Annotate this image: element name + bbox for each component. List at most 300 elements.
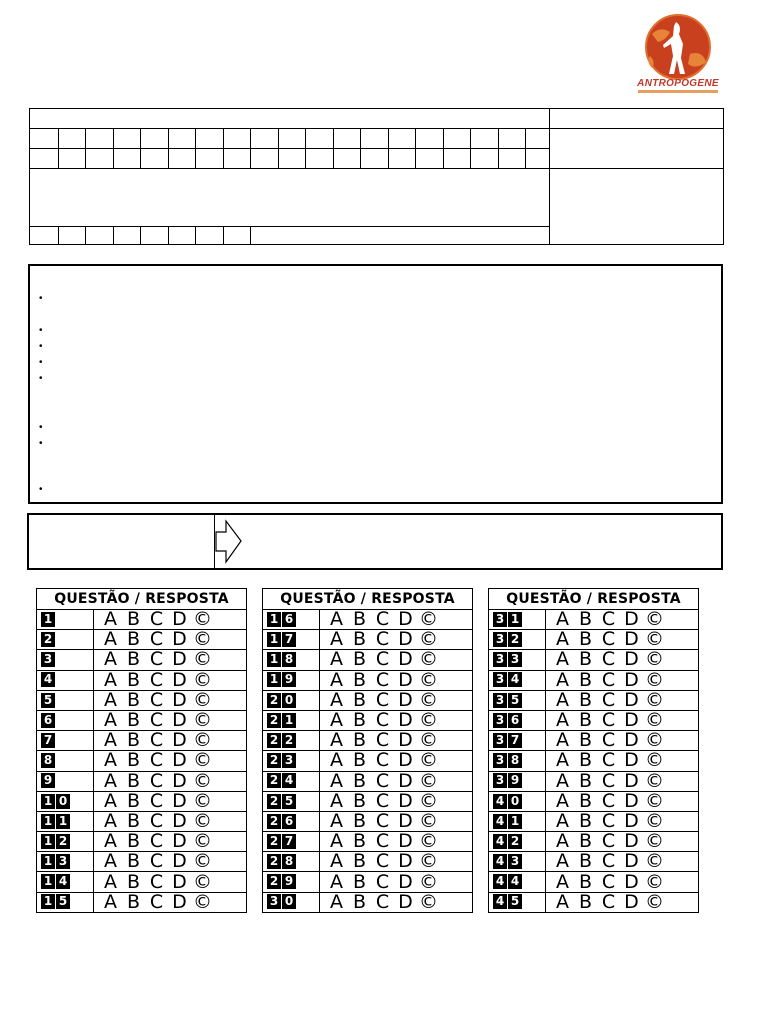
question-number xyxy=(37,832,94,852)
option-a-bubble[interactable]: A xyxy=(104,789,117,812)
option-c-bubble[interactable]: C xyxy=(601,789,616,812)
option-d-bubble[interactable]: D xyxy=(624,830,639,853)
answer-options xyxy=(546,731,699,751)
option-a-bubble[interactable]: A xyxy=(104,628,117,651)
option-c-bubble[interactable]: C xyxy=(375,749,390,772)
option-b-bubble[interactable]: B xyxy=(352,668,367,691)
option-c-bubble[interactable]: C xyxy=(601,628,616,651)
option-c-bubble[interactable]: C xyxy=(601,870,616,893)
option-a-bubble[interactable]: A xyxy=(556,870,569,893)
grid-cell-divider xyxy=(278,128,279,168)
option-c-bubble[interactable]: C xyxy=(375,628,390,651)
option-c-bubble[interactable]: C xyxy=(601,648,616,671)
option-a-bubble[interactable]: A xyxy=(556,890,569,913)
option-b-bubble[interactable]: B xyxy=(352,769,367,792)
option-b-bubble[interactable]: B xyxy=(578,608,593,631)
option-b-bubble[interactable]: B xyxy=(352,648,367,671)
option-d-bubble[interactable]: D xyxy=(398,628,413,651)
option-c-bubble[interactable]: C xyxy=(601,769,616,792)
option-e-bubble[interactable]: © xyxy=(645,830,664,853)
option-c-bubble[interactable]: C xyxy=(375,830,390,853)
option-b-bubble[interactable]: B xyxy=(126,809,141,832)
question-digit: 2 xyxy=(267,693,281,708)
answer-table xyxy=(36,588,247,913)
option-a-bubble[interactable]: A xyxy=(556,749,569,772)
option-a-bubble[interactable]: A xyxy=(104,870,117,893)
option-c-bubble[interactable]: C xyxy=(149,830,164,853)
option-c-bubble[interactable]: C xyxy=(601,850,616,873)
option-d-bubble[interactable]: D xyxy=(398,890,413,913)
option-e-bubble[interactable]: © xyxy=(193,850,212,873)
option-a-bubble[interactable]: A xyxy=(556,809,569,832)
option-e-bubble[interactable]: © xyxy=(419,830,438,853)
option-c-bubble[interactable]: C xyxy=(601,830,616,853)
option-b-bubble[interactable]: B xyxy=(578,809,593,832)
option-b-bubble[interactable]: B xyxy=(352,688,367,711)
option-c-bubble[interactable]: C xyxy=(375,850,390,873)
option-a-bubble[interactable]: A xyxy=(330,850,343,873)
option-a-bubble[interactable]: A xyxy=(330,789,343,812)
answer-row xyxy=(489,630,699,650)
option-c-bubble[interactable]: C xyxy=(375,688,390,711)
option-d-bubble[interactable]: D xyxy=(398,749,413,772)
answer-row xyxy=(489,791,699,811)
option-c-bubble[interactable]: C xyxy=(149,668,164,691)
option-b-bubble[interactable]: B xyxy=(578,729,593,752)
option-a-bubble[interactable]: A xyxy=(104,729,117,752)
option-b-bubble[interactable]: B xyxy=(352,809,367,832)
option-b-bubble[interactable]: B xyxy=(578,648,593,671)
option-e-bubble[interactable]: © xyxy=(645,850,664,873)
option-e-bubble[interactable]: © xyxy=(419,709,438,732)
option-d-bubble[interactable]: D xyxy=(624,749,639,772)
option-d-bubble[interactable]: D xyxy=(624,809,639,832)
option-c-bubble[interactable]: C xyxy=(601,709,616,732)
option-e-bubble[interactable]: © xyxy=(645,789,664,812)
option-c-bubble[interactable]: C xyxy=(601,890,616,913)
option-a-bubble[interactable]: A xyxy=(104,809,117,832)
student-info-grid xyxy=(29,108,724,245)
question-digit: 1 xyxy=(41,814,55,829)
option-e-bubble[interactable]: © xyxy=(645,608,664,631)
option-c-bubble[interactable]: C xyxy=(149,709,164,732)
option-b-bubble[interactable]: B xyxy=(578,628,593,651)
question-digit: 4 xyxy=(282,773,296,788)
answer-options xyxy=(94,710,247,730)
option-b-bubble[interactable]: B xyxy=(578,890,593,913)
option-a-bubble[interactable]: A xyxy=(330,608,343,631)
option-a-bubble[interactable]: A xyxy=(556,628,569,651)
option-b-bubble[interactable]: B xyxy=(126,749,141,772)
option-e-bubble[interactable]: © xyxy=(193,789,212,812)
option-d-bubble[interactable]: D xyxy=(398,608,413,631)
option-c-bubble[interactable]: C xyxy=(601,668,616,691)
option-e-bubble[interactable]: © xyxy=(645,870,664,893)
option-d-bubble[interactable]: D xyxy=(624,668,639,691)
option-c-bubble[interactable]: C xyxy=(149,688,164,711)
option-e-bubble[interactable]: © xyxy=(419,729,438,752)
answer-table-header: QUESTÃO / RESPOSTA xyxy=(37,589,247,610)
option-a-bubble[interactable]: A xyxy=(104,830,117,853)
option-e-bubble[interactable]: © xyxy=(419,749,438,772)
option-b-bubble[interactable]: B xyxy=(578,830,593,853)
answer-row xyxy=(263,771,473,791)
option-b-bubble[interactable]: B xyxy=(126,789,141,812)
option-e-bubble[interactable]: © xyxy=(193,709,212,732)
option-b-bubble[interactable]: B xyxy=(126,648,141,671)
option-b-bubble[interactable]: B xyxy=(352,850,367,873)
option-e-bubble[interactable]: © xyxy=(645,769,664,792)
question-digit: 1 xyxy=(508,814,522,829)
answer-row xyxy=(263,610,473,630)
option-a-bubble[interactable]: A xyxy=(556,668,569,691)
option-e-bubble[interactable]: © xyxy=(645,648,664,671)
option-c-bubble[interactable]: C xyxy=(149,608,164,631)
option-d-bubble[interactable]: D xyxy=(172,628,187,651)
option-b-bubble[interactable]: B xyxy=(352,890,367,913)
grid-cell-divider xyxy=(250,226,251,244)
option-c-bubble[interactable]: C xyxy=(149,749,164,772)
option-b-bubble[interactable]: B xyxy=(578,709,593,732)
grid-cell-divider xyxy=(113,128,114,168)
option-e-bubble[interactable]: © xyxy=(419,809,438,832)
question-number xyxy=(37,771,94,791)
option-e-bubble[interactable]: © xyxy=(419,890,438,913)
option-b-bubble[interactable]: B xyxy=(352,729,367,752)
question-number xyxy=(263,872,320,892)
option-e-bubble[interactable]: © xyxy=(193,628,212,651)
answer-options xyxy=(546,710,699,730)
option-b-bubble[interactable]: B xyxy=(126,628,141,651)
grid-cell-divider xyxy=(415,128,416,168)
option-a-bubble[interactable]: A xyxy=(330,668,343,691)
option-a-bubble[interactable]: A xyxy=(104,709,117,732)
option-b-bubble[interactable]: B xyxy=(352,628,367,651)
answer-row xyxy=(489,731,699,751)
option-e-bubble[interactable]: © xyxy=(193,668,212,691)
option-d-bubble[interactable]: D xyxy=(398,850,413,873)
option-a-bubble[interactable]: A xyxy=(104,890,117,913)
question-digit: 2 xyxy=(267,753,281,768)
option-c-bubble[interactable]: C xyxy=(375,789,390,812)
option-a-bubble[interactable]: A xyxy=(330,628,343,651)
option-b-bubble[interactable]: B xyxy=(352,830,367,853)
question-digit: 4 xyxy=(493,854,507,869)
question-number xyxy=(37,872,94,892)
option-b-bubble[interactable]: B xyxy=(126,729,141,752)
option-a-bubble[interactable]: A xyxy=(556,688,569,711)
option-e-bubble[interactable]: © xyxy=(419,688,438,711)
option-e-bubble[interactable]: © xyxy=(419,789,438,812)
question-number xyxy=(263,610,320,630)
answer-row xyxy=(263,892,473,912)
option-a-bubble[interactable]: A xyxy=(330,830,343,853)
option-a-bubble[interactable]: A xyxy=(556,608,569,631)
option-d-bubble[interactable]: D xyxy=(398,830,413,853)
option-e-bubble[interactable]: © xyxy=(193,870,212,893)
option-e-bubble[interactable]: © xyxy=(419,648,438,671)
option-d-bubble[interactable]: D xyxy=(398,688,413,711)
option-d-bubble[interactable]: D xyxy=(398,709,413,732)
option-d-bubble[interactable]: D xyxy=(172,809,187,832)
option-c-bubble[interactable]: C xyxy=(375,729,390,752)
option-e-bubble[interactable]: © xyxy=(645,668,664,691)
option-a-bubble[interactable]: A xyxy=(556,769,569,792)
option-a-bubble[interactable]: A xyxy=(330,729,343,752)
grid-cell-divider xyxy=(195,226,196,244)
option-a-bubble[interactable]: A xyxy=(104,668,117,691)
option-d-bubble[interactable]: D xyxy=(624,850,639,873)
question-digit: 3 xyxy=(493,733,507,748)
answer-row xyxy=(37,650,247,670)
question-number xyxy=(489,791,546,811)
option-c-bubble[interactable]: C xyxy=(149,729,164,752)
option-b-bubble[interactable]: B xyxy=(352,749,367,772)
option-a-bubble[interactable]: A xyxy=(556,648,569,671)
answer-options xyxy=(320,751,473,771)
option-c-bubble[interactable]: C xyxy=(375,890,390,913)
option-e-bubble[interactable]: © xyxy=(645,688,664,711)
option-b-bubble[interactable]: B xyxy=(126,830,141,853)
answer-options xyxy=(94,811,247,831)
option-d-bubble[interactable]: D xyxy=(172,709,187,732)
question-digit: 3 xyxy=(493,693,507,708)
option-a-bubble[interactable]: A xyxy=(556,830,569,853)
option-c-bubble[interactable]: C xyxy=(601,729,616,752)
arrow-right-icon xyxy=(215,519,243,564)
option-b-bubble[interactable]: B xyxy=(126,890,141,913)
option-a-bubble[interactable]: A xyxy=(330,709,343,732)
option-b-bubble[interactable]: B xyxy=(578,870,593,893)
option-c-bubble[interactable]: C xyxy=(601,608,616,631)
answer-row xyxy=(37,852,247,872)
answer-options xyxy=(320,771,473,791)
option-e-bubble[interactable]: © xyxy=(419,608,438,631)
option-c-bubble[interactable]: C xyxy=(375,648,390,671)
option-c-bubble[interactable]: C xyxy=(375,668,390,691)
option-d-bubble[interactable]: D xyxy=(398,870,413,893)
option-b-bubble[interactable]: B xyxy=(126,769,141,792)
option-e-bubble[interactable]: © xyxy=(645,729,664,752)
question-number xyxy=(489,610,546,630)
option-e-bubble[interactable]: © xyxy=(193,688,212,711)
question-digit: 3 xyxy=(282,753,296,768)
option-d-bubble[interactable]: D xyxy=(398,809,413,832)
option-d-bubble[interactable]: D xyxy=(172,749,187,772)
option-d-bubble[interactable]: D xyxy=(398,769,413,792)
answer-row xyxy=(489,852,699,872)
question-digit: 4 xyxy=(493,874,507,889)
answer-row xyxy=(489,872,699,892)
question-number xyxy=(37,610,94,630)
question-digit: 2 xyxy=(267,854,281,869)
option-e-bubble[interactable]: © xyxy=(193,729,212,752)
option-b-bubble[interactable]: B xyxy=(126,668,141,691)
option-a-bubble[interactable]: A xyxy=(330,749,343,772)
answer-row xyxy=(37,630,247,650)
option-a-bubble[interactable]: A xyxy=(330,809,343,832)
option-a-bubble[interactable]: A xyxy=(330,890,343,913)
grid-cell-divider xyxy=(498,128,499,168)
option-b-bubble[interactable]: B xyxy=(578,688,593,711)
option-e-bubble[interactable]: © xyxy=(193,608,212,631)
option-c-bubble[interactable]: C xyxy=(149,628,164,651)
option-e-bubble[interactable]: © xyxy=(645,749,664,772)
option-d-bubble[interactable]: D xyxy=(172,890,187,913)
option-d-bubble[interactable]: D xyxy=(172,850,187,873)
option-b-bubble[interactable]: B xyxy=(126,688,141,711)
option-b-bubble[interactable]: B xyxy=(126,608,141,631)
option-d-bubble[interactable]: D xyxy=(624,709,639,732)
option-d-bubble[interactable]: D xyxy=(172,870,187,893)
option-d-bubble[interactable]: D xyxy=(172,648,187,671)
grid-cell-divider xyxy=(85,128,86,168)
option-a-bubble[interactable]: A xyxy=(556,789,569,812)
option-b-bubble[interactable]: B xyxy=(578,769,593,792)
answer-row xyxy=(489,771,699,791)
option-c-bubble[interactable]: C xyxy=(149,809,164,832)
option-c-bubble[interactable]: C xyxy=(149,890,164,913)
option-d-bubble[interactable]: D xyxy=(624,608,639,631)
option-d-bubble[interactable]: D xyxy=(172,608,187,631)
question-number xyxy=(489,872,546,892)
option-b-bubble[interactable]: B xyxy=(578,850,593,873)
answer-options xyxy=(546,650,699,670)
question-digit: 2 xyxy=(267,814,281,829)
option-e-bubble[interactable]: © xyxy=(193,769,212,792)
option-d-bubble[interactable]: D xyxy=(624,890,639,913)
question-digit: 2 xyxy=(267,733,281,748)
option-d-bubble[interactable]: D xyxy=(624,870,639,893)
question-number xyxy=(263,690,320,710)
answer-table-header: QUESTÃO / RESPOSTA xyxy=(263,589,473,610)
answer-options xyxy=(320,892,473,912)
option-d-bubble[interactable]: D xyxy=(172,729,187,752)
option-b-bubble[interactable]: B xyxy=(352,789,367,812)
option-e-bubble[interactable]: © xyxy=(419,769,438,792)
option-b-bubble[interactable]: B xyxy=(126,709,141,732)
question-digit: 9 xyxy=(41,773,55,788)
question-number xyxy=(263,832,320,852)
option-b-bubble[interactable]: B xyxy=(352,608,367,631)
answer-options xyxy=(94,630,247,650)
option-d-bubble[interactable]: D xyxy=(398,789,413,812)
option-a-bubble[interactable]: A xyxy=(104,608,117,631)
option-d-bubble[interactable]: D xyxy=(172,769,187,792)
question-number xyxy=(489,771,546,791)
option-c-bubble[interactable]: C xyxy=(149,648,164,671)
option-d-bubble[interactable]: D xyxy=(398,648,413,671)
option-a-bubble[interactable]: A xyxy=(556,709,569,732)
option-a-bubble[interactable]: A xyxy=(556,729,569,752)
option-d-bubble[interactable]: D xyxy=(398,668,413,691)
option-d-bubble[interactable]: D xyxy=(398,729,413,752)
answer-options xyxy=(320,690,473,710)
answer-options xyxy=(94,690,247,710)
option-b-bubble[interactable]: B xyxy=(126,870,141,893)
question-digit: 6 xyxy=(41,713,55,728)
option-d-bubble[interactable]: D xyxy=(172,668,187,691)
option-c-bubble[interactable]: C xyxy=(601,749,616,772)
option-e-bubble[interactable]: © xyxy=(193,890,212,913)
option-a-bubble[interactable]: A xyxy=(104,688,117,711)
option-d-bubble[interactable]: D xyxy=(624,769,639,792)
option-a-bubble[interactable]: A xyxy=(104,769,117,792)
option-c-bubble[interactable]: C xyxy=(149,769,164,792)
option-d-bubble[interactable]: D xyxy=(624,648,639,671)
option-a-bubble[interactable]: A xyxy=(330,870,343,893)
option-d-bubble[interactable]: D xyxy=(172,789,187,812)
question-digit: 1 xyxy=(56,814,70,829)
option-a-bubble[interactable]: A xyxy=(104,749,117,772)
option-e-bubble[interactable]: © xyxy=(193,749,212,772)
option-e-bubble[interactable]: © xyxy=(419,850,438,873)
option-c-bubble[interactable]: C xyxy=(375,709,390,732)
option-a-bubble[interactable]: A xyxy=(556,850,569,873)
option-e-bubble[interactable]: © xyxy=(193,809,212,832)
option-d-bubble[interactable]: D xyxy=(624,789,639,812)
option-c-bubble[interactable]: C xyxy=(375,769,390,792)
option-e-bubble[interactable]: © xyxy=(193,830,212,853)
answer-row xyxy=(37,690,247,710)
option-d-bubble[interactable]: D xyxy=(172,830,187,853)
option-c-bubble[interactable]: C xyxy=(601,688,616,711)
option-a-bubble[interactable]: A xyxy=(330,769,343,792)
question-digit: 1 xyxy=(41,612,55,627)
question-digit: 2 xyxy=(267,773,281,788)
option-e-bubble[interactable]: © xyxy=(193,648,212,671)
instruction-bullet: • xyxy=(39,484,43,495)
answer-row xyxy=(37,892,247,912)
option-b-bubble[interactable]: B xyxy=(352,709,367,732)
option-e-bubble[interactable]: © xyxy=(645,890,664,913)
option-a-bubble[interactable]: A xyxy=(104,850,117,873)
option-c-bubble[interactable]: C xyxy=(375,608,390,631)
option-d-bubble[interactable]: D xyxy=(624,628,639,651)
option-e-bubble[interactable]: © xyxy=(645,809,664,832)
question-digit: 1 xyxy=(267,632,281,647)
option-b-bubble[interactable]: B xyxy=(578,789,593,812)
option-e-bubble[interactable]: © xyxy=(419,628,438,651)
option-d-bubble[interactable]: D xyxy=(172,688,187,711)
option-e-bubble[interactable]: © xyxy=(645,709,664,732)
option-c-bubble[interactable]: C xyxy=(149,850,164,873)
option-a-bubble[interactable]: A xyxy=(330,688,343,711)
option-c-bubble[interactable]: C xyxy=(375,809,390,832)
option-b-bubble[interactable]: B xyxy=(126,850,141,873)
option-c-bubble[interactable]: C xyxy=(149,870,164,893)
option-c-bubble[interactable]: C xyxy=(149,789,164,812)
instruction-bullet: • xyxy=(39,373,43,384)
option-b-bubble[interactable]: B xyxy=(578,668,593,691)
answer-options xyxy=(546,771,699,791)
option-a-bubble[interactable]: A xyxy=(330,648,343,671)
question-number xyxy=(37,892,94,912)
question-digit: 4 xyxy=(56,874,70,889)
option-b-bubble[interactable]: B xyxy=(578,749,593,772)
option-a-bubble[interactable]: A xyxy=(104,648,117,671)
option-b-bubble[interactable]: B xyxy=(352,870,367,893)
option-e-bubble[interactable]: © xyxy=(645,628,664,651)
logo-globe-icon xyxy=(630,14,726,80)
option-e-bubble[interactable]: © xyxy=(419,870,438,893)
option-c-bubble[interactable]: C xyxy=(375,870,390,893)
option-d-bubble[interactable]: D xyxy=(624,688,639,711)
answer-row xyxy=(263,791,473,811)
option-d-bubble[interactable]: D xyxy=(624,729,639,752)
option-e-bubble[interactable]: © xyxy=(419,668,438,691)
option-c-bubble[interactable]: C xyxy=(601,809,616,832)
